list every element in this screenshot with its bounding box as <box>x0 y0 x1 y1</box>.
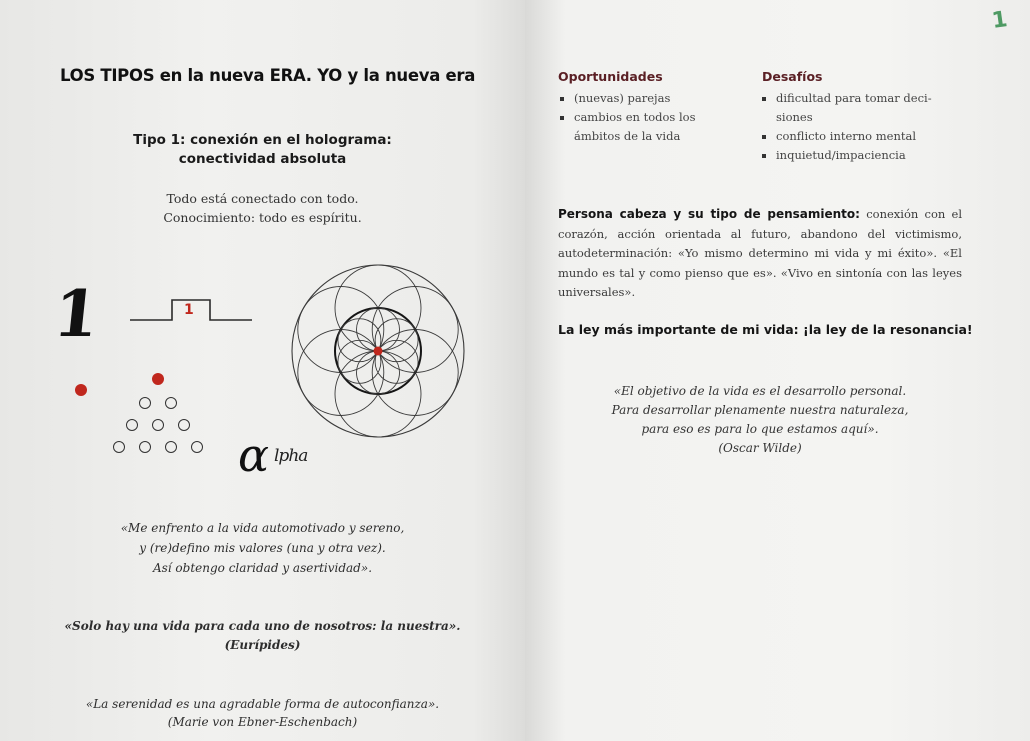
persona-text: conexión con el corazón, acción orientada al futuro, abandono del victimismo, autodeterminación: «Yo mismo determino mi vida y mi éxito». «El mundo es tal y como pienso que es». «Vivo en sintonía con las leyes universales». <box>558 207 963 299</box>
list-item: inquietud/impaciencia <box>762 146 962 165</box>
pyramid-ring <box>165 441 177 453</box>
red-dot-left <box>75 384 87 396</box>
pyramid-ring <box>126 419 138 431</box>
pyramid-ring <box>139 397 151 409</box>
quote3-line1: «La serenidad es una agradable forma de autoconfianza». <box>85 697 440 711</box>
desafios-list <box>762 89 962 165</box>
pyramid-ring <box>113 441 125 453</box>
law-statement: La ley más importante de mi vida: ¡la ley de la resonancia! <box>558 322 973 337</box>
list-item: siones <box>776 110 813 124</box>
right-quote-line2: Para desarrollar plenamente nuestra naturaleza, <box>611 403 909 417</box>
tipo-title-line2: conectividad absoluta <box>178 151 347 167</box>
right-quote-author: (Oscar Wilde) <box>718 441 802 455</box>
persona-label: Persona cabeza y su tipo de pensamiento: <box>558 207 860 221</box>
list-item: ámbitos de la vida <box>574 129 681 143</box>
oportunidades-list <box>560 89 730 146</box>
list-item: dificultad para tomar deci- <box>762 89 962 108</box>
page-heading: LOS TIPOS en la nueva ERA. YO y la nueva era <box>60 66 476 85</box>
quote2-author: (Eurípides) <box>224 638 301 652</box>
big-number-one: 1 <box>50 277 103 352</box>
pyramid-ring <box>178 419 190 431</box>
green-corner-mark: 1 <box>990 7 1009 34</box>
flower-of-life-icon <box>289 262 467 440</box>
quote3-author: (Marie von Ebner-Eschenbach) <box>167 715 358 729</box>
pyramid-ring <box>139 441 151 453</box>
alpha-word: lpha <box>274 446 308 466</box>
list-item: conflicto interno mental <box>762 127 962 146</box>
pyramid-ring <box>191 441 203 453</box>
right-quote-line3: para eso es para lo que estamos aquí». <box>641 422 879 436</box>
intro-line1: Todo está conectado con todo. <box>166 191 359 206</box>
pyramid-ring <box>152 419 164 431</box>
oportunidades-title: Oportunidades <box>558 69 663 84</box>
desafios-title: Desafíos <box>762 69 823 84</box>
right-quote-line1: «El objetivo de la vida es el desarrollo personal. <box>613 384 907 398</box>
list-item: cambios en todos los <box>560 108 730 127</box>
quote1-line3: Así obtengo claridad y asertividad». <box>152 561 373 575</box>
persona-paragraph <box>558 205 962 303</box>
tipo-title-line1: Tipo 1: conexión en el holograma: <box>133 132 392 148</box>
step-number: 1 <box>184 302 194 318</box>
quote2-line1: «Solo hay una vida para cada uno de nosotros: la nuestra». <box>64 619 461 633</box>
intro-line2: Conocimiento: todo es espíritu. <box>163 210 362 225</box>
red-dot-top <box>152 373 164 385</box>
quote1-line2: y (re)defino mis valores (una y otra vez). <box>139 541 386 555</box>
alpha-symbol: α <box>238 428 270 482</box>
pyramid-ring <box>165 397 177 409</box>
quote1-line1: «Me enfrento a la vida automotivado y sereno, <box>120 521 405 535</box>
list-item: (nuevas) parejas <box>560 89 730 108</box>
